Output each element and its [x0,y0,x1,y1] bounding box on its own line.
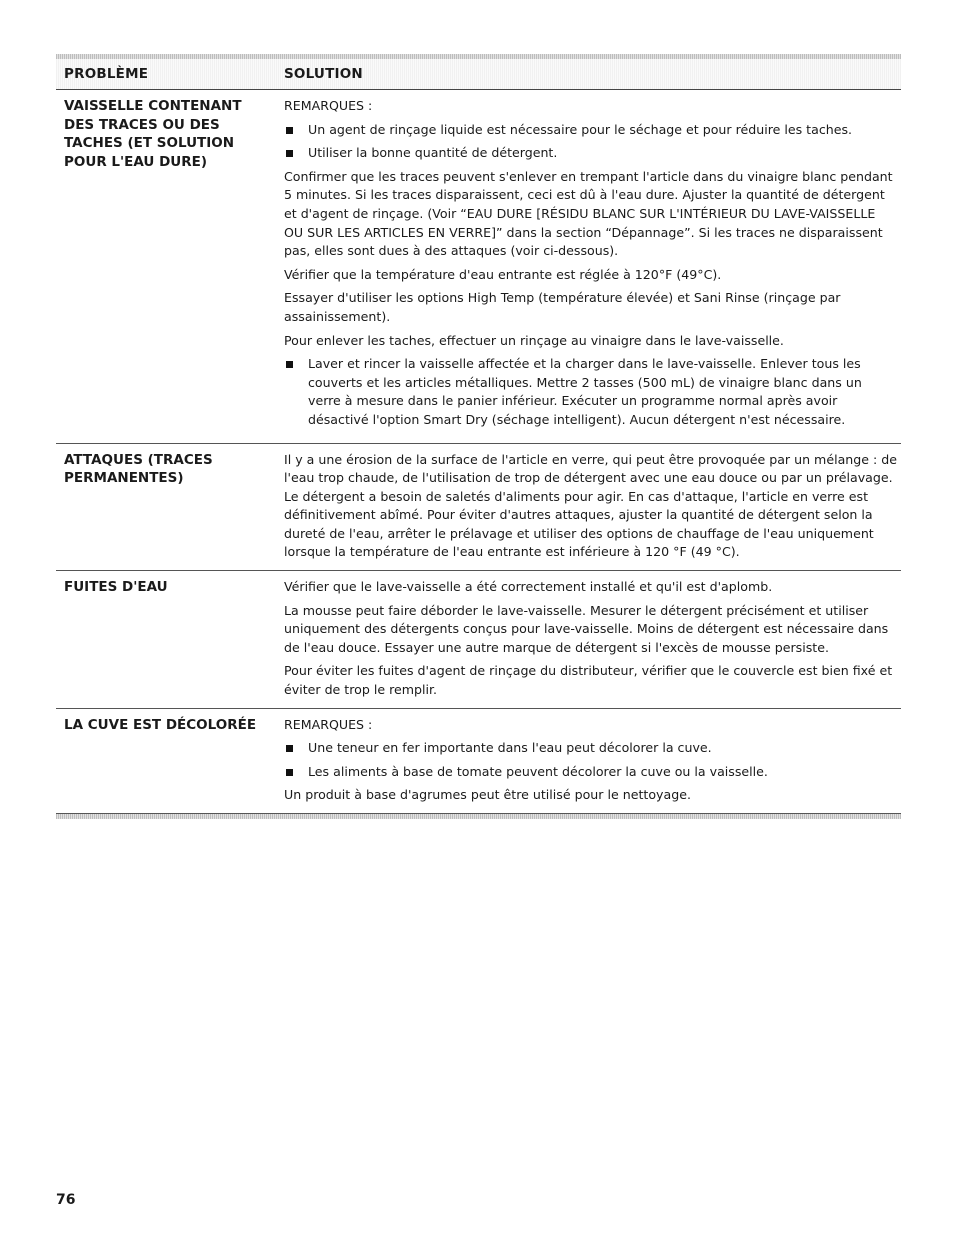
header-solution: SOLUTION [284,66,363,82]
solution-cell [284,451,901,563]
bullet-item: Laver et rincer la vaisselle affectée et la charger dans le lave-vaisselle. Enlever tous les couverts et les articles métalliques. Mettre 2 tasses (500 mL) de vinaigre blanc dans un verre à mesure dans le panier inférieur. Exécuter un programme normal après avoir désactivé l'option Smart Dry (séchage intelligent). Aucun détergent n'est nécessaire. [284,355,897,429]
page-number: 76 [56,1192,76,1208]
paragraph: Vérifier que le lave-vaisselle a été correctement installé et qu'il est d'aplomb. [284,579,773,595]
paragraph: Essayer d'utiliser les options High Temp (température élevée) et Sani Rinse (rinçage par assainissement). [284,290,841,324]
bullet-list [284,121,897,163]
paragraph: Pour enlever les taches, effectuer un rinçage au vinaigre dans le lave-vaisselle. [284,332,784,348]
bullet-item: Les aliments à base de tomate peuvent décolorer la cuve ou la vaisselle. [284,763,897,782]
header-problem: PROBLÈME [64,66,149,82]
problem-label: VAISSELLE CONTENANT DES TRACES OU DES TACHES (ET SOLUTION POUR L'EAU DURE) [64,98,242,170]
solution-cell [284,716,901,805]
table-row [56,444,901,572]
problem-label: ATTAQUES (TRACES PERMANENTES) [64,451,213,486]
problem-label: FUITES D'EAU [64,579,168,596]
bullet-item: Un agent de rinçage liquide est nécessaire pour le séchage et pour réduire les taches. [284,121,897,140]
paragraph: Pour éviter les fuites d'agent de rinçage du distributeur, vérifier que le couvercle est bien fixé et éviter de trop le remplir. [284,663,893,698]
paragraph: Il y a une érosion de la surface de l'article en verre, qui peut être provoquée par un mélange : de l'eau trop chaude, de l'utilisation de trop de détergent avec une eau douce ou par un prélavage. Le détergent a besoin de saletés d'aliments pour agir. En cas d'attaque, l'article en verre est définitivement abîmé. Pour éviter d'autres attaques, ajuster la quantité de détergent selon la dureté de l'eau, arrêter le prélavage et utiliser des options de chauffage de l'eau uniquement lorsque la température de l'eau entrante est inférieure à 120 °F (49 °C). [284,451,898,560]
bullet-item: Utiliser la bonne quantité de détergent. [284,144,897,163]
paragraph: La mousse peut faire déborder le lave-vaisselle. Mesurer le détergent précisément et utiliser uniquement des détergents conçus pour lave-vaisselle. Moins de détergent est nécessaire dans de l'eau douce. Essayer une autre marque de détergent si l'excès de mousse persiste. [284,602,889,655]
notes-label: REMARQUES : [284,98,373,113]
paragraph: Un produit à base d'agrumes peut être utilisé pour le nettoyage. [284,787,691,803]
paragraph: Confirmer que les traces peuvent s'enlever en trempant l'article dans du vinaigre blanc pendant 5 minutes. Si les traces disparaissent, ceci est dû à l'eau dure. Ajuster la quantité de détergent et d'agent de rinçage. (Voir “EAU DURE [RÉSIDU BLANC SUR L'INTÉRIEUR DU LAVE-VAISSELLE OU SUR LES ARTICLES EN VERRE]” dans la section “Dépannage”. Si les traces ne disparaissent pas, elles sont dues à des attaques (voir ci-dessous). [284,168,893,259]
table-bottom-band [56,814,901,819]
table-row [56,90,901,444]
bullet-item: Une teneur en fer importante dans l'eau peut décolorer la cuve. [284,739,897,758]
notes-label: REMARQUES : [284,716,373,732]
problem-label: LA CUVE EST DÉCOLORÉE [64,716,257,733]
paragraph: Vérifier que la température d'eau entrante est réglée à 120°F (49°C). [284,266,722,282]
table-row [56,709,901,814]
solution-cell [284,578,901,700]
troubleshooting-table [56,54,901,819]
table-row [56,571,901,709]
bullet-list [284,739,897,781]
solution-cell [284,97,901,435]
table-header [56,59,901,90]
bullet-list [284,355,897,429]
